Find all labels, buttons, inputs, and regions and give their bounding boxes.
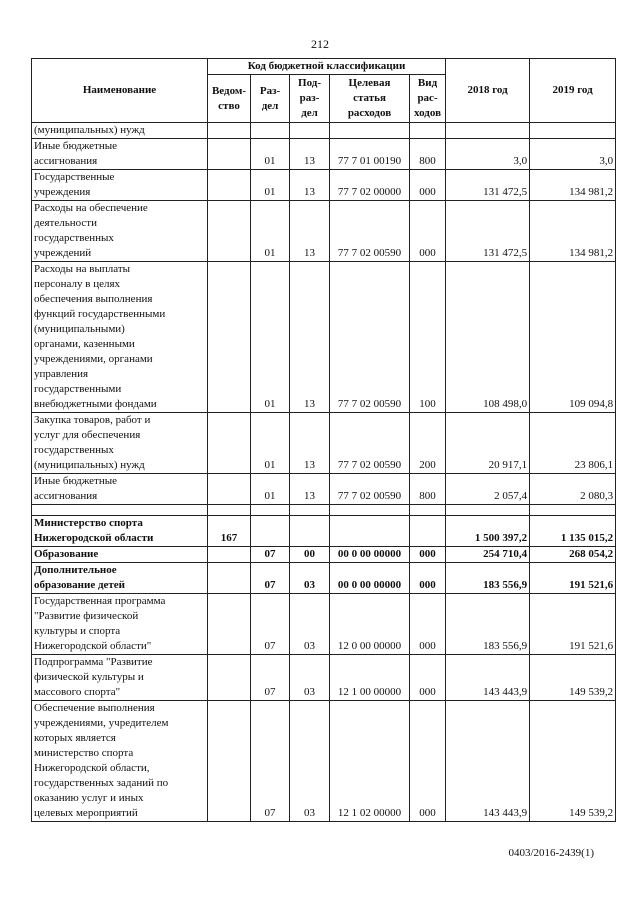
blank-cell	[290, 505, 330, 516]
row-target: 77 7 02 00590	[330, 262, 410, 413]
row-podrazdel: 03	[290, 655, 330, 701]
row-razdel: 01	[251, 413, 290, 474]
row-target: 77 7 02 00590	[330, 474, 410, 505]
row-target	[330, 516, 410, 547]
table-row	[32, 701, 616, 822]
row-target: 12 1 02 00000	[330, 701, 410, 822]
table-row	[32, 547, 616, 563]
row-vid	[410, 516, 446, 547]
row-2018: 143 443,9	[446, 655, 530, 701]
row-2019	[530, 123, 616, 139]
row-podrazdel: 13	[290, 262, 330, 413]
budget-table	[31, 58, 616, 822]
table-row	[32, 139, 616, 170]
row-vid: 800	[410, 474, 446, 505]
page-number: 212	[311, 37, 329, 51]
row-target: 12 0 00 00000	[330, 594, 410, 655]
row-podrazdel: 00	[290, 547, 330, 563]
row-2018: 131 472,5	[446, 170, 530, 201]
blank-cell	[32, 505, 208, 516]
row-2019: 149 539,2	[530, 655, 616, 701]
table-row	[32, 655, 616, 701]
document-code: 0403/2016-2439(1)	[508, 847, 594, 859]
row-vid: 000	[410, 563, 446, 594]
row-target: 00 0 00 00000	[330, 547, 410, 563]
row-vedomstvo	[208, 547, 251, 563]
row-target: 77 7 02 00000	[330, 170, 410, 201]
row-2019: 1 135 015,2	[530, 516, 616, 547]
header-name: Наименование	[32, 59, 208, 123]
row-2019: 149 539,2	[530, 701, 616, 822]
row-vedomstvo	[208, 655, 251, 701]
row-2019: 134 981,2	[530, 170, 616, 201]
row-2018: 3,0	[446, 139, 530, 170]
table-row	[32, 474, 616, 505]
table-row	[32, 516, 616, 547]
blank-cell	[251, 505, 290, 516]
table-row	[32, 413, 616, 474]
row-vid: 000	[410, 547, 446, 563]
row-vid: 000	[410, 170, 446, 201]
row-2019: 268 054,2	[530, 547, 616, 563]
row-name: Подпрограмма "Развитие физической культуры и массового спорта"	[32, 655, 208, 701]
row-podrazdel: 13	[290, 474, 330, 505]
row-razdel: 01	[251, 262, 290, 413]
row-name: Расходы на выплаты персоналу в целях обеспечения выполнения функций государственными (муниципальными) органами, казенными учреждениями, органами управления государственными внебюджетными фондами	[32, 262, 208, 413]
row-podrazdel: 03	[290, 701, 330, 822]
blank-cell	[446, 505, 530, 516]
row-vedomstvo	[208, 701, 251, 822]
row-2018: 254 710,4	[446, 547, 530, 563]
row-target: 77 7 02 00590	[330, 201, 410, 262]
row-vid: 000	[410, 201, 446, 262]
row-name: Государственная программа "Развитие физической культуры и спорта Нижегородской области"	[32, 594, 208, 655]
row-vid: 000	[410, 655, 446, 701]
row-target: 77 7 01 00190	[330, 139, 410, 170]
row-name: Иные бюджетные ассигнования	[32, 139, 208, 170]
header-vid: Вид рас- ходов	[410, 75, 446, 123]
row-name: Иные бюджетные ассигнования	[32, 474, 208, 505]
row-name: Расходы на обеспечение деятельности государственных учреждений	[32, 201, 208, 262]
row-podrazdel: 13	[290, 201, 330, 262]
row-name: Образование	[32, 547, 208, 563]
row-2019: 109 094,8	[530, 262, 616, 413]
row-podrazdel: 13	[290, 413, 330, 474]
row-podrazdel: 13	[290, 139, 330, 170]
header-vedomstvo: Ведом- ство	[208, 75, 251, 123]
row-vedomstvo	[208, 413, 251, 474]
row-vid: 800	[410, 139, 446, 170]
row-vid	[410, 123, 446, 139]
table-row	[32, 170, 616, 201]
table-row	[32, 201, 616, 262]
row-razdel: 07	[251, 594, 290, 655]
row-2018: 108 498,0	[446, 262, 530, 413]
row-vedomstvo	[208, 123, 251, 139]
row-2019: 191 521,6	[530, 594, 616, 655]
row-2019: 3,0	[530, 139, 616, 170]
header-code-group: Код бюджетной классификации	[208, 59, 446, 75]
row-target: 77 7 02 00590	[330, 413, 410, 474]
header-podrazdel: Под- раз- дел	[290, 75, 330, 123]
table-row	[32, 563, 616, 594]
header-target: Целевая статья расходов	[330, 75, 410, 123]
table-row	[32, 594, 616, 655]
row-razdel: 07	[251, 547, 290, 563]
table-row	[32, 262, 616, 413]
blank-cell	[208, 505, 251, 516]
row-name: Дополнительное образование детей	[32, 563, 208, 594]
row-vedomstvo	[208, 262, 251, 413]
row-podrazdel	[290, 123, 330, 139]
table-row	[32, 123, 616, 139]
row-vedomstvo: 167	[208, 516, 251, 547]
row-2018: 131 472,5	[446, 201, 530, 262]
row-razdel: 01	[251, 139, 290, 170]
row-vedomstvo	[208, 563, 251, 594]
row-target: 00 0 00 00000	[330, 563, 410, 594]
row-2018: 1 500 397,2	[446, 516, 530, 547]
row-name: (муниципальных) нужд	[32, 123, 208, 139]
row-razdel: 01	[251, 170, 290, 201]
header-2019: 2019 год	[530, 59, 616, 123]
row-target	[330, 123, 410, 139]
header-2018: 2018 год	[446, 59, 530, 123]
header-razdel: Раз- дел	[251, 75, 290, 123]
row-2019: 191 521,6	[530, 563, 616, 594]
blank-cell	[410, 505, 446, 516]
row-2018	[446, 123, 530, 139]
row-vedomstvo	[208, 170, 251, 201]
row-target: 12 1 00 00000	[330, 655, 410, 701]
row-podrazdel: 13	[290, 170, 330, 201]
row-name: Закупка товаров, работ и услуг для обеспечения государственных (муниципальных) нужд	[32, 413, 208, 474]
blank-row	[32, 505, 616, 516]
row-razdel	[251, 516, 290, 547]
row-razdel	[251, 123, 290, 139]
row-2019: 2 080,3	[530, 474, 616, 505]
row-podrazdel	[290, 516, 330, 547]
row-name: Министерство спорта Нижегородской области	[32, 516, 208, 547]
table-body	[32, 123, 616, 822]
row-2019: 134 981,2	[530, 201, 616, 262]
row-name: Государственные учреждения	[32, 170, 208, 201]
row-2018: 20 917,1	[446, 413, 530, 474]
row-razdel: 07	[251, 701, 290, 822]
row-vid: 100	[410, 262, 446, 413]
row-vid: 000	[410, 594, 446, 655]
row-podrazdel: 03	[290, 594, 330, 655]
row-podrazdel: 03	[290, 563, 330, 594]
row-vid: 000	[410, 701, 446, 822]
row-2018: 143 443,9	[446, 701, 530, 822]
row-vedomstvo	[208, 139, 251, 170]
blank-cell	[330, 505, 410, 516]
row-razdel: 01	[251, 201, 290, 262]
row-2018: 2 057,4	[446, 474, 530, 505]
blank-cell	[530, 505, 616, 516]
row-vedomstvo	[208, 201, 251, 262]
row-vid: 200	[410, 413, 446, 474]
row-vedomstvo	[208, 594, 251, 655]
row-2018: 183 556,9	[446, 594, 530, 655]
row-2019: 23 806,1	[530, 413, 616, 474]
row-razdel: 07	[251, 655, 290, 701]
row-razdel: 07	[251, 563, 290, 594]
row-razdel: 01	[251, 474, 290, 505]
row-vedomstvo	[208, 474, 251, 505]
row-name: Обеспечение выполнения учреждениями, учредителем которых является министерство спорта Нижегородской области, государственных заданий по оказанию услуг и иных целевых мероприятий	[32, 701, 208, 822]
row-2018: 183 556,9	[446, 563, 530, 594]
